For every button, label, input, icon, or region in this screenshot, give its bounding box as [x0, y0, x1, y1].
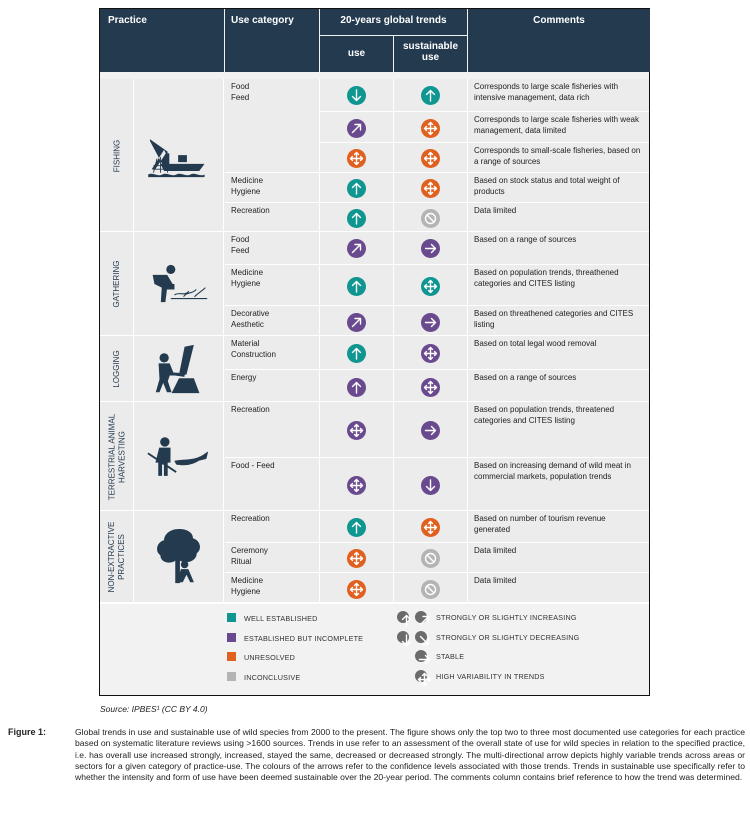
legend-label: STRONGLY OR SLIGHTLY DECREASING: [436, 632, 580, 642]
use-trend-cell: [320, 336, 394, 369]
trends-figure: [99, 8, 650, 696]
comment: Data limited: [468, 572, 649, 603]
use-trend-cell: [320, 172, 394, 202]
legend-diag-icon: [415, 611, 427, 623]
logging-person-icon: [134, 336, 224, 402]
trend-down-icon: [421, 476, 440, 495]
comment: Based on a range of sources: [468, 369, 649, 402]
practice-label: TERRESTRIAL ANIMAL HARVESTING: [107, 413, 126, 500]
comment: Based on threathened categories and CITES listing: [468, 305, 649, 336]
comment: Data limited: [468, 202, 649, 232]
trend-none-icon: [421, 209, 440, 228]
hunter-icon: [134, 402, 224, 511]
comment: Based on population trends, threathened categories and CITES listing: [468, 264, 649, 305]
legend-label: ESTABLISHED BUT INCOMPLETE: [244, 633, 364, 643]
use-category: Decorative Aesthetic: [225, 305, 320, 336]
tree-person-icon: [134, 511, 224, 603]
use-category: Medicine Hygiene: [225, 264, 320, 305]
sustainable-use-trend-cell: [394, 232, 468, 264]
comment: Based on increasing demand of wild meat in commercial markets, population trends: [468, 457, 649, 511]
comment: Based on number of tourism revenue generated: [474, 514, 606, 534]
trend-right-icon: [421, 313, 440, 332]
sustainable-use-trend-cell: [394, 172, 468, 202]
sustainable-use-trend-cell: [394, 264, 468, 305]
use-trend-cell: [320, 142, 394, 172]
use-category: Ceremony Ritual: [225, 542, 320, 572]
section-divider: [100, 602, 649, 604]
header-use-category: Use category: [225, 9, 319, 72]
source-note: Source: IPBES¹ (CC BY 4.0): [100, 704, 208, 714]
legend-diagdown-icon: [415, 631, 427, 643]
legend-swatch-inconclusive: [227, 672, 236, 681]
use-category: Food Feed: [225, 79, 320, 111]
trend-up-icon: [347, 277, 366, 296]
trend-right-icon: [421, 421, 440, 440]
fishing-boat-icon: [134, 79, 224, 232]
use-category: Recreation: [225, 202, 320, 232]
use-trend-cell: [320, 264, 394, 305]
trend-up-icon: [347, 378, 366, 397]
use-trend-cell: [320, 402, 394, 457]
header-trends: 20-years global trends: [320, 9, 467, 35]
trend-diag-icon: [347, 313, 366, 332]
header-use: use: [320, 36, 393, 72]
sustainable-use-trend-cell: [394, 572, 468, 603]
trend-vary-icon: [347, 580, 366, 599]
header-sustainable-use: sustainable use: [394, 36, 467, 72]
sustainable-use-trend-cell: [394, 202, 468, 232]
sustainable-use-trend-cell: [394, 369, 468, 402]
use-category: Material Construction: [225, 336, 320, 369]
legend-swatch-established_incomplete: [227, 633, 236, 642]
use-category: Recreation: [225, 511, 320, 542]
trend-diag-icon: [347, 239, 366, 258]
figure-caption: Global trends in use and sustainable use of wild species from 2000 to the present. The figure shows only the top two to three most documented use categories for each practice based on systematic literature reviews using >1600 sources. Trends in use refer to an assessment of the overall state of use for wild species in relation to the specified practice, i.e. has overall use increased strongly, increased, stayed the same, decreased or decreased strongly. The multi-directional arrow depicts highly variable trends across areas or sectors for a given category of practice-use. The colours of the arrows refer to the confidence levels associated with those trends. Trends in sustainable use specifically refer to whether the intensity and form of use have been deemed sustainable over the 20-year period. The comments column contains brief reference to how the trend was determined.: [75, 727, 745, 783]
sustainable-use-trend-cell: [394, 511, 468, 542]
practice-label: LOGGING: [112, 350, 121, 388]
legend-swatch-well_established: [227, 613, 236, 622]
sustainable-use-trend-cell: [394, 457, 468, 511]
trend-up-icon: [347, 209, 366, 228]
legend-up-icon: [397, 611, 409, 623]
comment: Based on stock status and total weight of products: [468, 172, 649, 202]
use-category: Food - Feed: [225, 457, 320, 511]
legend-label: WELL ESTABLISHED: [244, 614, 318, 623]
comment: Corresponds to small-scale fisheries, based on a range of sources: [468, 142, 649, 172]
figure-label: Figure 1:: [8, 727, 47, 737]
use-category: [225, 142, 320, 172]
comment: Based on population trends, threatened categories and CITES listing: [474, 405, 615, 425]
use-trend-cell: [320, 457, 394, 511]
use-trend-cell: [320, 572, 394, 603]
use-category: [225, 111, 320, 142]
trend-vary-icon: [421, 179, 440, 198]
use-trend-cell: [320, 79, 394, 111]
sustainable-use-trend-cell: [394, 142, 468, 172]
trend-vary-icon: [421, 149, 440, 168]
legend-label: HIGH VARIABILITY IN TRENDS: [436, 671, 545, 681]
trend-vary-icon: [421, 378, 440, 397]
trend-right-icon: [421, 239, 440, 258]
use-category: Medicine Hygiene: [225, 572, 320, 603]
sustainable-use-trend-cell: [394, 402, 468, 457]
trend-down-icon: [347, 86, 366, 105]
trend-vary-icon: [421, 277, 440, 296]
legend-label: STRONGLY OR SLIGHTLY INCREASING: [436, 613, 577, 622]
comment: Data limited: [468, 542, 649, 572]
legend-label: INCONCLUSIVE: [244, 672, 301, 682]
use-trend-cell: [320, 369, 394, 402]
sustainable-use-trend-cell: [394, 336, 468, 369]
trend-vary-icon: [421, 518, 440, 537]
use-trend-cell: [320, 542, 394, 572]
use-trend-cell: [320, 202, 394, 232]
comment: Based on a range of sources: [474, 235, 577, 244]
trend-vary-icon: [347, 549, 366, 568]
trend-up-icon: [421, 86, 440, 105]
gathering-person-icon: [134, 232, 224, 336]
trend-vary-icon: [347, 149, 366, 168]
header-comments: Comments: [468, 9, 650, 72]
trend-up-icon: [347, 518, 366, 537]
comment: Based on total legal wood removal: [474, 339, 597, 348]
trend-up-icon: [347, 179, 366, 198]
practice-label: NON-EXTRACTIVE PRACTICES: [107, 521, 126, 593]
legend-right-icon: [415, 650, 427, 662]
legend-vary-icon: [415, 670, 427, 682]
use-trend-cell: [320, 305, 394, 336]
legend-down-icon: [397, 631, 409, 643]
sustainable-use-trend-cell: [394, 305, 468, 336]
legend-label: UNRESOLVED: [244, 653, 295, 662]
trend-none-icon: [421, 580, 440, 599]
legend-swatch-unresolved: [227, 652, 236, 661]
practice-label: FISHING: [112, 139, 121, 172]
practice-label: GATHERING: [112, 260, 121, 308]
use-category: Recreation: [225, 402, 320, 457]
legend-label: STABLE: [436, 652, 465, 661]
sustainable-use-trend-cell: [394, 542, 468, 572]
use-category: Energy: [225, 369, 320, 402]
trend-vary-icon: [347, 421, 366, 440]
sustainable-use-trend-cell: [394, 79, 468, 111]
comment: Corresponds to large scale fisheries with weak management, data limited: [468, 111, 649, 142]
sustainable-use-trend-cell: [394, 111, 468, 142]
use-category: Medicine Hygiene: [225, 172, 320, 202]
trend-vary-icon: [421, 119, 440, 138]
comment: Corresponds to large scale fisheries with intensive management, data rich: [474, 82, 619, 102]
use-category: Food Feed: [225, 232, 320, 264]
trend-up-icon: [347, 344, 366, 363]
use-trend-cell: [320, 232, 394, 264]
trend-vary-icon: [347, 476, 366, 495]
use-trend-cell: [320, 511, 394, 542]
trend-vary-icon: [421, 344, 440, 363]
trend-diag-icon: [347, 119, 366, 138]
header-practice: Practice: [100, 9, 224, 72]
trend-none-icon: [421, 549, 440, 568]
use-trend-cell: [320, 111, 394, 142]
